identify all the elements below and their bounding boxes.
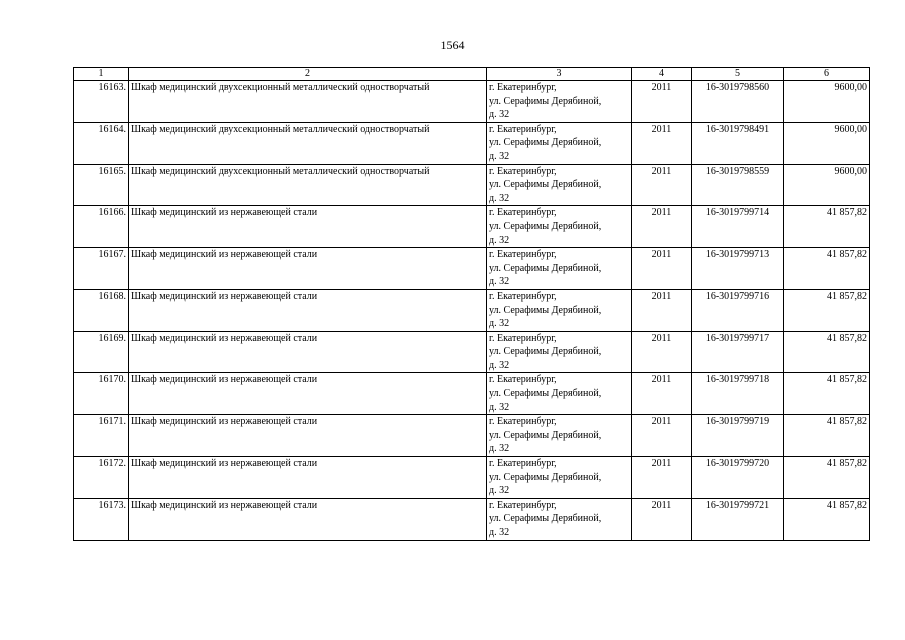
table-row [74,206,870,248]
table-row [74,248,870,290]
table-row [74,415,870,457]
item-address [487,248,632,290]
item-address [487,498,632,540]
item-cost: 9600,00 [784,122,870,164]
address-street: ул. Серафимы Дерябиной, [489,95,602,107]
column-header: 4 [632,68,692,81]
address-city: г. Екатеринбург, [489,499,557,511]
address-building: д. 32 [489,192,510,204]
row-number: 16164. [74,122,129,164]
inventory-number: 16-3019799720 [692,457,784,499]
item-year: 2011 [632,122,692,164]
address-building: д. 32 [489,318,510,330]
address-building: д. 32 [489,527,510,538]
row-number: 16167. [74,248,129,290]
item-year: 2011 [632,206,692,248]
inventory-number: 16-3019799713 [692,248,784,290]
inventory-number: 16-3019798491 [692,122,784,164]
address-city: г. Екатеринбург, [489,374,557,386]
inventory-number: 16-3019799714 [692,206,784,248]
item-name: Шкаф медицинский из нержавеющей стали [129,289,487,331]
table-row [74,373,870,415]
item-name: Шкаф медицинский из нержавеющей стали [129,498,487,540]
item-name: Шкаф медицинский из нержавеющей стали [129,415,487,457]
address-building: д. 32 [489,109,510,121]
column-header: 6 [784,68,870,81]
address-city: г. Екатеринбург, [489,82,557,93]
address-building: д. 32 [489,276,510,288]
inventory-number: 16-3019799721 [692,498,784,540]
address-street: ул. Серафимы Дерябиной, [489,471,602,483]
table-row [74,457,870,499]
row-number: 16172. [74,457,129,499]
address-city: г. Екатеринбург, [489,207,557,219]
address-street: ул. Серафимы Дерябиной, [489,179,602,191]
item-name: Шкаф медицинский из нержавеющей стали [129,206,487,248]
item-cost: 41 857,82 [784,289,870,331]
item-cost: 41 857,82 [784,457,870,499]
inventory-number: 16-3019798559 [692,164,784,206]
column-header: 1 [74,68,129,81]
column-header: 3 [487,68,632,81]
table-row [74,289,870,331]
address-street: ул. Серафимы Дерябиной, [489,346,602,358]
address-street: ул. Серафимы Дерябиной, [489,220,602,232]
item-address [487,164,632,206]
address-city: г. Екатеринбург, [489,249,557,261]
address-city: г. Екатеринбург, [489,458,557,470]
item-name: Шкаф медицинский из нержавеющей стали [129,457,487,499]
row-number: 16170. [74,373,129,415]
item-cost: 41 857,82 [784,415,870,457]
table-header-row [74,68,870,81]
item-year: 2011 [632,289,692,331]
column-header: 2 [129,68,487,81]
table-row [74,164,870,206]
item-cost: 9600,00 [784,164,870,206]
item-year: 2011 [632,415,692,457]
item-year: 2011 [632,373,692,415]
item-cost: 41 857,82 [784,248,870,290]
item-year: 2011 [632,81,692,123]
table-row [74,122,870,164]
item-year: 2011 [632,164,692,206]
row-number: 16171. [74,415,129,457]
address-building: д. 32 [489,443,510,455]
item-year: 2011 [632,331,692,373]
item-address [487,206,632,248]
address-building: д. 32 [489,150,510,162]
row-number: 16166. [74,206,129,248]
table-row [74,331,870,373]
inventory-number: 16-3019798560 [692,81,784,123]
item-cost: 41 857,82 [784,373,870,415]
row-number: 16163. [74,81,129,123]
item-address [487,81,632,123]
address-building: д. 32 [489,485,510,497]
inventory-number: 16-3019799716 [692,289,784,331]
row-number: 16168. [74,289,129,331]
address-street: ул. Серафимы Дерябиной, [489,388,602,400]
item-name: Шкаф медицинский из нержавеющей стали [129,373,487,415]
item-year: 2011 [632,248,692,290]
inventory-number: 16-3019799719 [692,415,784,457]
item-address [487,457,632,499]
address-city: г. Екатеринбург, [489,123,557,135]
item-address [487,373,632,415]
item-address [487,289,632,331]
page-number: 1564 [440,38,465,52]
address-street: ул. Серафимы Дерябиной, [489,513,602,525]
inventory-number: 16-3019799717 [692,331,784,373]
item-cost: 9600,00 [784,81,870,123]
address-street: ул. Серафимы Дерябиной, [489,137,602,149]
address-street: ул. Серафимы Дерябиной, [489,262,602,274]
item-name: Шкаф медицинский двухсекционный металлический одностворчатый [129,81,487,123]
row-number: 16165. [74,164,129,206]
address-street: ул. Серафимы Дерябиной, [489,429,602,441]
inventory-number: 16-3019799718 [692,373,784,415]
item-year: 2011 [632,498,692,540]
item-cost: 41 857,82 [784,498,870,540]
address-building: д. 32 [489,359,510,371]
address-street: ул. Серафимы Дерябиной, [489,304,602,316]
row-number: 16173. [74,498,129,540]
address-city: г. Екатеринбург, [489,290,557,302]
item-address [487,122,632,164]
item-name: Шкаф медицинский из нержавеющей стали [129,331,487,373]
item-address [487,331,632,373]
item-year: 2011 [632,457,692,499]
row-number: 16169. [74,331,129,373]
item-address [487,415,632,457]
address-city: г. Екатеринбург, [489,165,557,177]
item-name: Шкаф медицинский из нержавеющей стали [129,248,487,290]
column-header: 5 [692,68,784,81]
item-name: Шкаф медицинский двухсекционный металлический одностворчатый [129,164,487,206]
address-city: г. Екатеринбург, [489,416,557,428]
table-row [74,81,870,123]
item-cost: 41 857,82 [784,331,870,373]
item-name: Шкаф медицинский двухсекционный металлический одностворчатый [129,122,487,164]
address-city: г. Екатеринбург, [489,332,557,344]
address-building: д. 32 [489,401,510,413]
item-cost: 41 857,82 [784,206,870,248]
address-building: д. 32 [489,234,510,246]
property-table [73,67,870,541]
table-row [74,498,870,540]
